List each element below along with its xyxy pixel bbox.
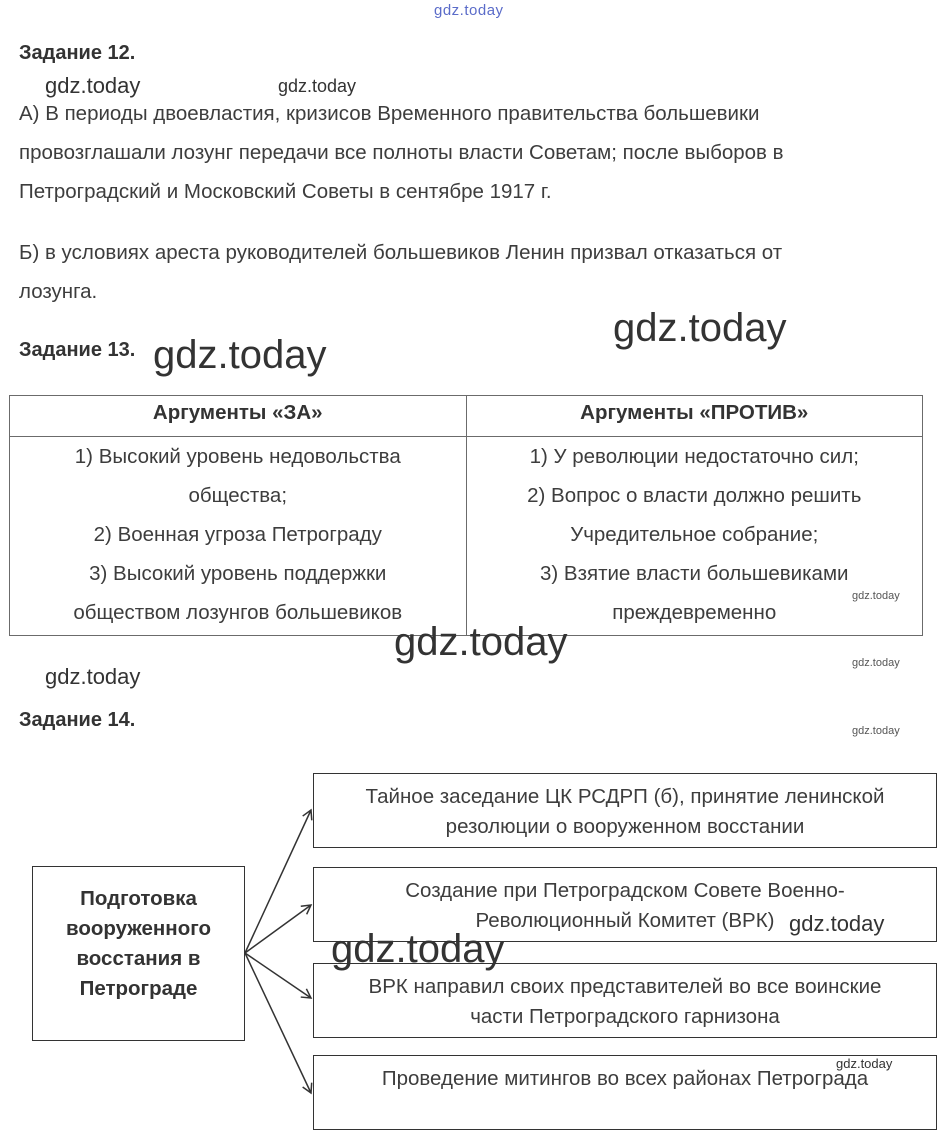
watermark: gdz.today bbox=[852, 725, 900, 737]
watermark-top: gdz.today bbox=[434, 2, 504, 19]
header-for: Аргументы «ЗА» bbox=[10, 396, 467, 437]
watermark: gdz.today bbox=[852, 657, 900, 669]
watermark: gdz.today bbox=[45, 73, 141, 98]
text-line: части Петроградского гарнизона bbox=[470, 1005, 780, 1028]
text-line: 3) Взятие власти большевиками bbox=[540, 562, 849, 585]
watermark: gdz.today bbox=[45, 664, 141, 689]
watermark: gdz.today bbox=[153, 333, 327, 377]
text-line: общества; bbox=[188, 484, 288, 507]
text-line: 1) Высокий уровень недовольства bbox=[74, 445, 401, 468]
text-line: Тайное заседание ЦК РСДРП (б), принятие ленинской bbox=[365, 785, 885, 808]
arrow-4 bbox=[245, 953, 311, 1093]
watermark: gdz.today bbox=[613, 306, 787, 350]
event-box-3 bbox=[313, 963, 937, 1038]
center-box-preparation bbox=[32, 866, 245, 1041]
text-line: 3) Высокий уровень поддержки bbox=[89, 562, 387, 585]
text-line: 2) Военная угроза Петрограду bbox=[93, 523, 382, 546]
text-line: восстания в bbox=[76, 947, 201, 970]
task14-heading: Задание 14. bbox=[19, 709, 136, 731]
text-line: Петроградский и Московский Советы в сентябре 1917 г. bbox=[19, 180, 552, 203]
text-line: преждевременно bbox=[612, 601, 777, 624]
watermark: gdz.today bbox=[789, 911, 885, 936]
text-line: А) В периоды двоевластия, кризисов Временного правительства большевики bbox=[19, 102, 760, 125]
text-line: 1) У революции недостаточно сил; bbox=[529, 445, 859, 468]
text-line: ВРК направил своих представителей во все воинские bbox=[368, 975, 882, 998]
arrow-1 bbox=[245, 810, 311, 953]
text-line: Проведение митингов во всех районах Петрограда bbox=[381, 1067, 869, 1090]
text-line: резолюции о вооруженном восстании bbox=[445, 815, 805, 838]
text-line: Подготовка bbox=[80, 887, 197, 910]
text-line: Революционный Комитет (ВРК) bbox=[475, 909, 775, 932]
text-line: Создание при Петроградском Совете Военно- bbox=[405, 879, 845, 902]
text-line: лозунга. bbox=[19, 280, 98, 303]
event-box-1 bbox=[313, 773, 937, 848]
task13-heading: Задание 13. bbox=[19, 339, 136, 361]
header-against: Аргументы «ПРОТИВ» bbox=[466, 396, 923, 437]
text-line: Учредительное собрание; bbox=[570, 523, 819, 546]
text-line: Б) в условиях ареста руководителей большевиков Ленин призвал отказаться от bbox=[19, 241, 783, 264]
text-line: Петрограде bbox=[79, 977, 198, 1000]
watermark: gdz.today bbox=[394, 620, 568, 664]
text-line: обществом лозунгов большевиков bbox=[73, 601, 403, 624]
watermark: gdz.today bbox=[836, 1056, 893, 1071]
watermark: gdz.today bbox=[331, 927, 505, 971]
watermark: gdz.today bbox=[852, 590, 900, 602]
watermark: gdz.today bbox=[278, 76, 357, 96]
arrow-2 bbox=[245, 905, 311, 953]
text-line: провозглашали лозунг передачи все полноты власти Советам; после выборов в bbox=[19, 141, 784, 164]
text-line: вооруженного bbox=[65, 917, 212, 940]
task12-heading: Задание 12. bbox=[19, 42, 136, 64]
text-line: 2) Вопрос о власти должно решить bbox=[527, 484, 862, 507]
